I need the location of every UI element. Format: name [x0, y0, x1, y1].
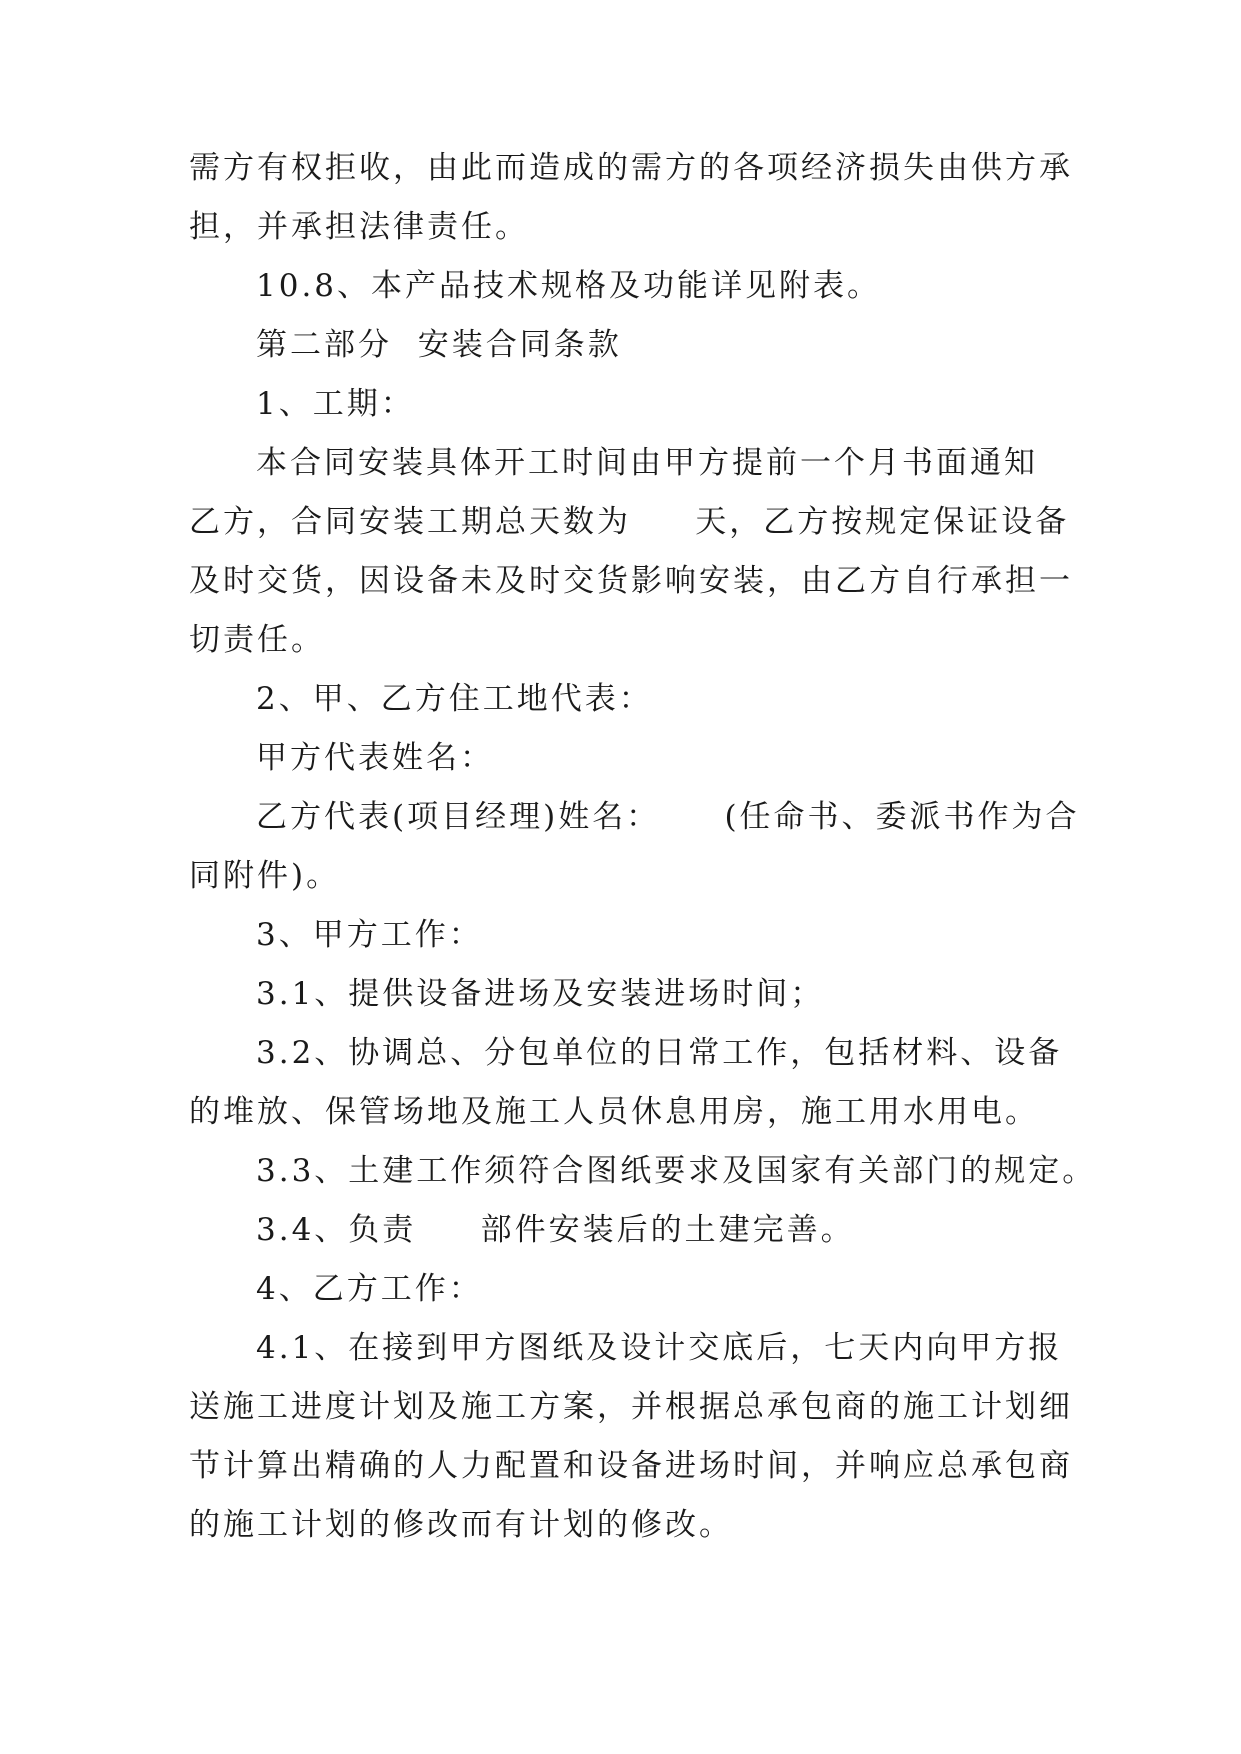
- text-line: 10.8、本产品技术规格及功能详见附表。: [256, 268, 882, 304]
- text-line: 4.1、在接到甲方图纸及设计交底后，七天内向甲方报: [256, 1330, 1063, 1366]
- text-line: 3.4、负责 部件安装后的土建完善。: [256, 1212, 855, 1248]
- text-line: 切责任。: [189, 622, 325, 658]
- text-line: 及时交货，因设备未及时交货影响安装，由乙方自行承担一: [189, 563, 1073, 599]
- text-line: 本合同安装具体开工时间由甲方提前一个月书面通知: [256, 445, 1038, 481]
- text-line: 的堆放、保管场地及施工人员休息用房，施工用水用电。: [189, 1094, 1039, 1130]
- text-line: 的施工计划的修改而有计划的修改。: [189, 1507, 733, 1543]
- text-line: 节计算出精确的人力配置和设备进场时间，并响应总承包商: [189, 1448, 1073, 1484]
- text-line: 送施工进度计划及施工方案，并根据总承包商的施工计划细: [189, 1389, 1073, 1425]
- text-line: 3.3、土建工作须符合图纸要求及国家有关部门的规定。: [256, 1153, 1097, 1189]
- clause-heading: 2、甲、乙方住工地代表：: [256, 681, 653, 717]
- text-line: 需方有权拒收，由此而造成的需方的各项经济损失由供方承: [189, 150, 1073, 186]
- text-line: 3.2、协调总、分包单位的日常工作，包括材料、设备: [256, 1035, 1063, 1071]
- text-line: 担，并承担法律责任。: [189, 209, 529, 245]
- clause-heading: 3、甲方工作：: [256, 917, 483, 953]
- text-line: 甲方代表姓名：: [256, 740, 494, 776]
- section-heading: 第二部分 安装合同条款: [256, 327, 622, 363]
- text-line: 乙方代表(项目经理)姓名： (任命书、委派书作为合: [256, 799, 1080, 835]
- clause-heading: 1、工期：: [256, 386, 415, 422]
- clause-heading: 4、乙方工作：: [256, 1271, 483, 1307]
- text-line: 同附件)。: [189, 858, 341, 894]
- text-line: 乙方，合同安装工期总天数为 天，乙方按规定保证设备: [189, 504, 1070, 540]
- text-line: 3.1、提供设备进场及安装进场时间；: [256, 976, 825, 1012]
